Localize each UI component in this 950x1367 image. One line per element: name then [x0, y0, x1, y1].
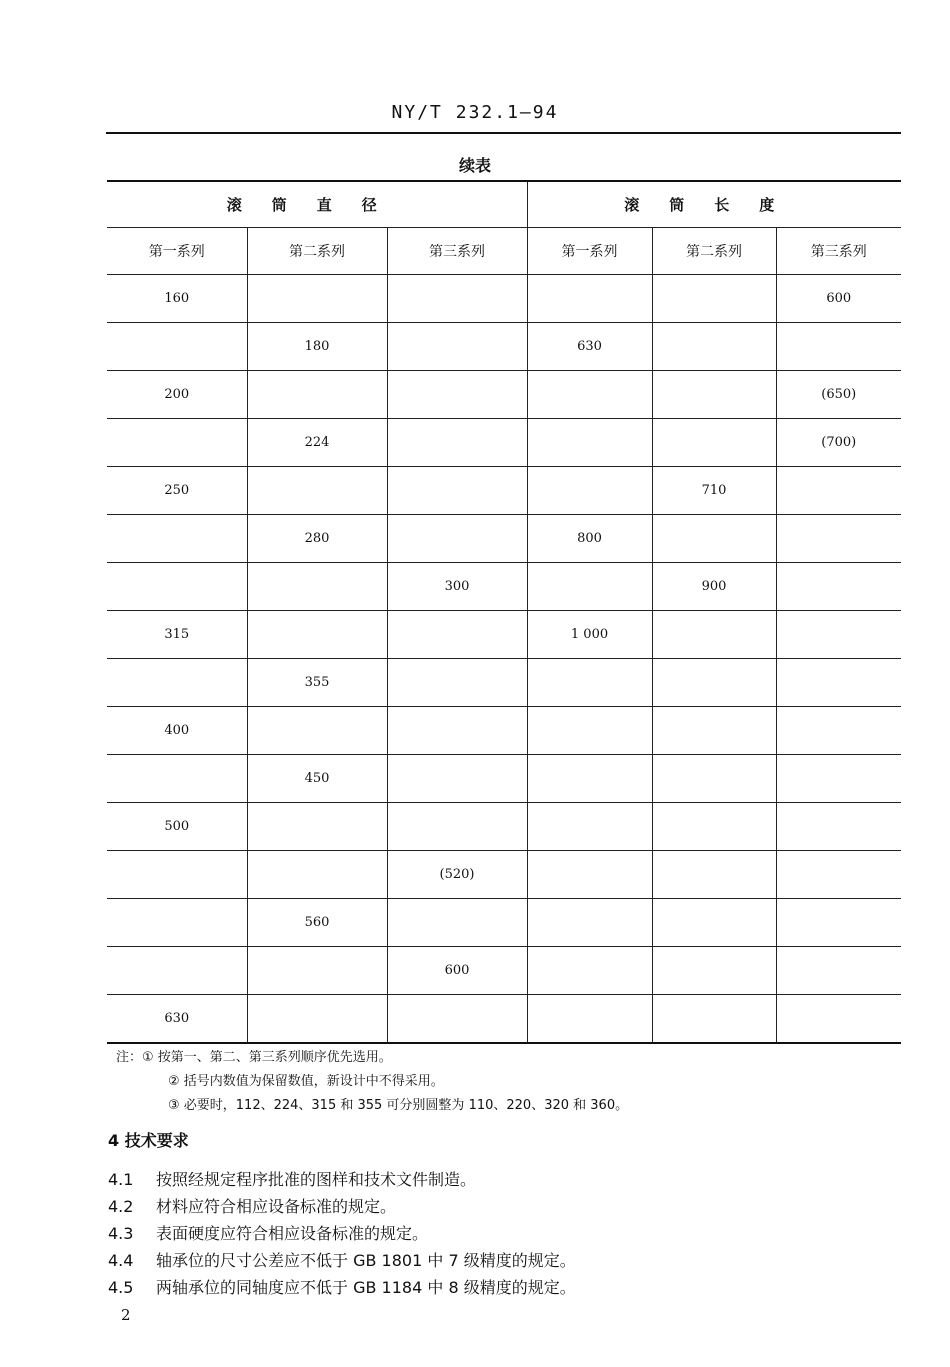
table-cell — [776, 947, 901, 995]
table-cell — [776, 563, 901, 611]
standard-code-header: NY/T 232.1—94 — [391, 102, 559, 123]
table-cell — [776, 467, 901, 515]
table-row — [107, 851, 901, 899]
clause-item — [108, 1220, 576, 1247]
series-header: 第二系列 — [247, 228, 387, 275]
table-row — [107, 371, 901, 419]
table-cell — [776, 611, 901, 659]
notes-label: 注： — [116, 1050, 143, 1065]
table-row — [107, 899, 901, 947]
table-cell: 600 — [776, 275, 901, 323]
table-cell: 600 — [387, 947, 527, 995]
table-cell: 630 — [527, 323, 652, 371]
series-header: 第一系列 — [527, 228, 652, 275]
table-cell: 224 — [247, 419, 387, 467]
table-row — [107, 611, 901, 659]
series-header: 第二系列 — [652, 228, 776, 275]
table-cell — [652, 419, 776, 467]
series-header: 第一系列 — [107, 228, 247, 275]
table-cell — [527, 467, 652, 515]
table-cell: (520) — [387, 851, 527, 899]
table-cell — [107, 515, 247, 563]
table-cell — [387, 515, 527, 563]
table-cell — [247, 803, 387, 851]
table-cell: 200 — [107, 371, 247, 419]
table-cell — [387, 707, 527, 755]
table-cell: 355 — [247, 659, 387, 707]
table-cell: 450 — [247, 755, 387, 803]
table-cell — [652, 851, 776, 899]
table-cell — [527, 563, 652, 611]
table-cell: 710 — [652, 467, 776, 515]
table-cell — [107, 563, 247, 611]
table-cell — [652, 275, 776, 323]
table-cell — [527, 947, 652, 995]
table-cell — [652, 515, 776, 563]
table-cell — [652, 755, 776, 803]
table-cell — [107, 323, 247, 371]
table-cell — [776, 899, 901, 947]
table-cell: 400 — [107, 707, 247, 755]
table-row — [107, 707, 901, 755]
clause-text: 按照经规定程序批准的图样和技术文件制造。 — [156, 1170, 477, 1189]
table-cell — [776, 707, 901, 755]
table-cell — [247, 995, 387, 1044]
clause-item — [108, 1166, 576, 1193]
clause-item — [108, 1247, 576, 1274]
table-row — [107, 947, 901, 995]
table-cell: 1 000 — [527, 611, 652, 659]
clause-number: 4.1 — [108, 1170, 134, 1189]
table-cell: 500 — [107, 803, 247, 851]
table-cell — [247, 563, 387, 611]
table-cell — [527, 707, 652, 755]
clause-item — [108, 1274, 576, 1301]
table-cell: 250 — [107, 467, 247, 515]
table-cell — [527, 419, 652, 467]
clause-list — [108, 1166, 576, 1301]
table-cell — [387, 467, 527, 515]
table-row — [107, 803, 901, 851]
table-cell: 300 — [387, 563, 527, 611]
table-cell — [652, 611, 776, 659]
table-row — [107, 755, 901, 803]
table-cell — [776, 803, 901, 851]
table-cell — [652, 995, 776, 1044]
table-cell — [652, 803, 776, 851]
table-cell — [652, 659, 776, 707]
clause-text: 两轴承位的同轴度应不低于 GB 1184 中 8 级精度的规定。 — [156, 1278, 576, 1297]
table-cell: (650) — [776, 371, 901, 419]
table-cell — [387, 659, 527, 707]
table-cell — [527, 659, 652, 707]
table-cell — [776, 515, 901, 563]
table-cell: 800 — [527, 515, 652, 563]
note-item: 注：① 按第一、第二、第三系列顺序优先选用。 — [116, 1050, 392, 1065]
table-cell — [387, 803, 527, 851]
table-cell — [107, 419, 247, 467]
table-row — [107, 659, 901, 707]
table-cell — [247, 947, 387, 995]
table-cell — [247, 467, 387, 515]
table-cell: 180 — [247, 323, 387, 371]
header-rule — [106, 132, 901, 134]
clause-text: 材料应符合相应设备标准的规定。 — [156, 1197, 397, 1216]
series-header: 第三系列 — [387, 228, 527, 275]
table-cell — [107, 659, 247, 707]
table-cell — [247, 707, 387, 755]
table-cell — [387, 755, 527, 803]
table-cell — [652, 947, 776, 995]
table-cell — [652, 371, 776, 419]
table-row — [107, 467, 901, 515]
table-row — [107, 515, 901, 563]
table-cell: 560 — [247, 899, 387, 947]
note-item: ③ 必要时，112、224、315 和 355 可分别圆整为 110、220、320 和 360。 — [168, 1098, 629, 1113]
table-cell — [652, 899, 776, 947]
table-cell — [107, 755, 247, 803]
table-row — [107, 419, 901, 467]
table-cell — [247, 611, 387, 659]
table-cell — [387, 275, 527, 323]
table-cell: (700) — [776, 419, 901, 467]
table-row — [107, 563, 901, 611]
table-cell — [107, 947, 247, 995]
page-number: 2 — [121, 1306, 131, 1324]
table-cell: 160 — [107, 275, 247, 323]
table-cell — [776, 323, 901, 371]
table-row — [107, 323, 901, 371]
table-cell — [387, 371, 527, 419]
clause-number: 4.4 — [108, 1251, 134, 1270]
table-cell — [527, 371, 652, 419]
note-item: ② 括号内数值为保留数值，新设计中不得采用。 — [168, 1074, 444, 1089]
table-cell — [527, 275, 652, 323]
table-cell: 280 — [247, 515, 387, 563]
table-cell: 630 — [107, 995, 247, 1044]
group-header-length: 滚筒长度 — [527, 181, 901, 228]
roller-dimensions-table — [107, 180, 901, 1044]
table-cell — [247, 275, 387, 323]
table-notes — [116, 1046, 628, 1118]
table-cell — [527, 803, 652, 851]
table-caption: 续表 — [458, 156, 491, 175]
clause-number: 4.3 — [108, 1224, 134, 1243]
table-cell — [776, 851, 901, 899]
table-cell — [387, 899, 527, 947]
clause-text: 表面硬度应符合相应设备标准的规定。 — [156, 1224, 429, 1243]
table-cell — [387, 611, 527, 659]
series-header: 第三系列 — [776, 228, 901, 275]
table-cell — [387, 419, 527, 467]
table-row — [107, 995, 901, 1044]
clause-text: 轴承位的尺寸公差应不低于 GB 1801 中 7 级精度的规定。 — [156, 1251, 576, 1270]
table-cell — [652, 323, 776, 371]
table-row — [107, 275, 901, 323]
clause-number: 4.2 — [108, 1197, 134, 1216]
table-cell — [107, 899, 247, 947]
table-cell: 315 — [107, 611, 247, 659]
table-cell: 900 — [652, 563, 776, 611]
table-cell — [527, 995, 652, 1044]
table-cell — [776, 659, 901, 707]
table-cell — [652, 707, 776, 755]
table-cell — [387, 995, 527, 1044]
table-cell — [387, 323, 527, 371]
group-header-diameter: 滚筒直径 — [107, 181, 527, 228]
clause-number: 4.5 — [108, 1278, 134, 1297]
section-heading: 4 技术要求 — [108, 1131, 189, 1150]
table-cell — [776, 995, 901, 1044]
table-cell — [527, 851, 652, 899]
table-cell — [527, 899, 652, 947]
table-cell — [776, 755, 901, 803]
table-cell — [107, 851, 247, 899]
table-cell — [247, 851, 387, 899]
table-cell — [527, 755, 652, 803]
clause-item — [108, 1193, 576, 1220]
table-cell — [247, 371, 387, 419]
